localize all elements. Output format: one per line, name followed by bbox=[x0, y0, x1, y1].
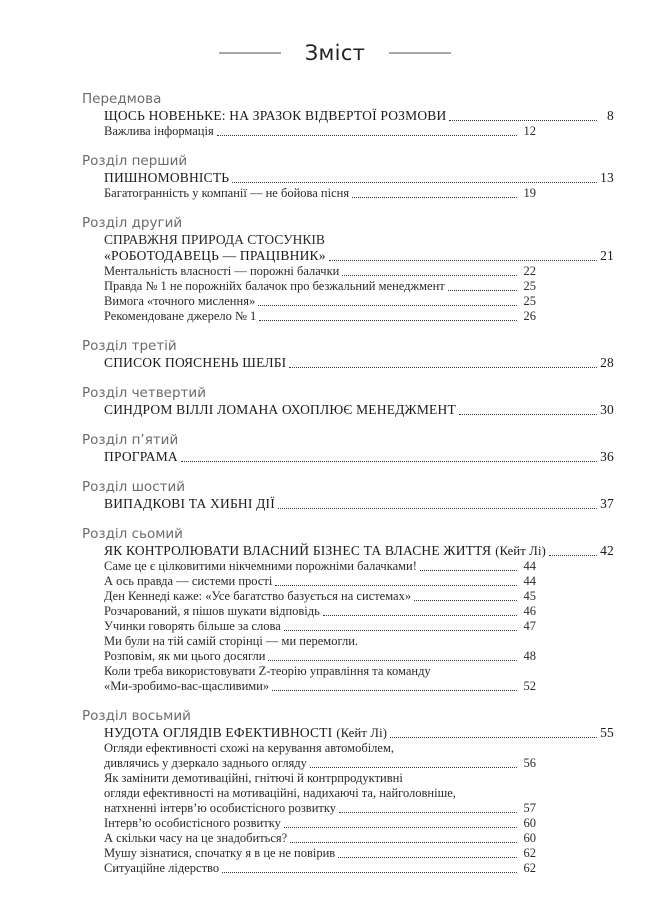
dot-leader bbox=[323, 614, 517, 616]
dot-leader bbox=[284, 629, 517, 631]
toc-chapter-entry[interactable] bbox=[104, 496, 614, 512]
dot-leader bbox=[420, 569, 517, 571]
toc-section bbox=[82, 153, 614, 201]
toc-section bbox=[82, 215, 614, 324]
subentry-title: дивлячись у дзеркало заднього огляду bbox=[104, 756, 307, 770]
page-number: 46 bbox=[523, 604, 536, 618]
subentry-title: Вимога «точного мислення» bbox=[104, 294, 256, 308]
toc-chapter-entry[interactable] bbox=[104, 248, 614, 264]
toc-subentry[interactable] bbox=[104, 294, 536, 309]
toc-subentry[interactable] bbox=[104, 589, 536, 604]
page-number: 22 bbox=[523, 264, 536, 278]
page-number: 47 bbox=[523, 619, 536, 633]
page-number: 25 bbox=[523, 279, 536, 293]
page-number: 30 bbox=[600, 402, 614, 417]
chapter-title: СИНДРОМ ВІЛЛІ ЛОМАНА ОХОПЛЮЄ МЕНЕДЖМЕНТ bbox=[104, 402, 456, 417]
subentry-title: Інтерв’ю особистісного розвитку bbox=[104, 816, 281, 830]
subentry-title: Рекомендоване джерело № 1 bbox=[104, 309, 257, 323]
chapter-author: (Кейт Лі) bbox=[495, 544, 546, 558]
toc-subentry[interactable] bbox=[104, 801, 536, 816]
page-number: 42 bbox=[600, 543, 614, 558]
toc-chapter-entry[interactable] bbox=[104, 355, 614, 371]
toc-subentry[interactable] bbox=[104, 309, 536, 324]
dot-leader bbox=[275, 584, 517, 586]
dot-leader bbox=[217, 134, 517, 136]
chapter-author: (Кейт Лі) bbox=[336, 726, 388, 740]
toc-subentry[interactable] bbox=[104, 831, 536, 846]
page-number: 56 bbox=[523, 756, 536, 770]
page-number: 25 bbox=[523, 294, 536, 308]
page-number: 36 bbox=[600, 449, 614, 464]
toc-section bbox=[82, 385, 614, 418]
subentry-title: Учинки говорять більше за слова bbox=[104, 619, 281, 633]
dot-leader bbox=[339, 811, 517, 813]
subentry-title-line: Коли треба використовувати Z-теорію управління та команду bbox=[104, 664, 431, 678]
section-label: Передмова bbox=[82, 91, 162, 107]
subentry-title: Розповім, як ми цього досягли bbox=[104, 649, 266, 663]
dot-leader bbox=[352, 196, 517, 198]
section-label: Розділ перший bbox=[82, 153, 188, 169]
toc-subentry[interactable] bbox=[104, 264, 536, 279]
page-number: 21 bbox=[600, 248, 614, 263]
toc-subentry[interactable] bbox=[104, 604, 536, 619]
subentry-title: Розчарований, я пішов шукати відповідь bbox=[104, 604, 320, 618]
title-row bbox=[0, 36, 670, 70]
page-number: 13 bbox=[600, 170, 614, 185]
toc-section bbox=[82, 708, 614, 876]
dot-leader bbox=[390, 736, 597, 738]
dot-leader bbox=[259, 319, 517, 321]
chapter-title: ЯК КОНТРОЛЮВАТИ ВЛАСНИЙ БІЗНЕС ТА ВЛАСНЕ ЖИТТЯ bbox=[104, 543, 492, 558]
dot-leader bbox=[272, 689, 517, 691]
dot-leader bbox=[549, 554, 597, 556]
page-number: 60 bbox=[523, 831, 536, 845]
toc-subentry[interactable] bbox=[104, 816, 536, 831]
toc-chapter-entry[interactable] bbox=[104, 543, 614, 559]
dot-leader bbox=[338, 856, 517, 858]
chapter-title: ПИШНОМОВНІСТЬ bbox=[104, 170, 230, 185]
page-number: 12 bbox=[523, 124, 536, 138]
toc-chapter-entry[interactable] bbox=[104, 402, 614, 418]
page-number: 55 bbox=[600, 725, 614, 740]
dot-leader bbox=[232, 181, 597, 183]
chapter-title: ВИПАДКОВІ ТА ХИБНІ ДІЇ bbox=[104, 496, 275, 511]
toc-subentry[interactable] bbox=[104, 861, 536, 876]
dot-leader bbox=[310, 766, 517, 768]
dot-leader bbox=[329, 259, 597, 261]
dot-leader bbox=[414, 599, 517, 601]
toc-subentry[interactable] bbox=[104, 756, 536, 771]
chapter-title: СПИСОК ПОЯСНЕНЬ ШЕЛБІ bbox=[104, 355, 287, 370]
chapter-title: «РОБОТОДАВЕЦЬ — ПРАЦІВНИК» bbox=[104, 248, 326, 263]
subentry-title: Ситуаційне лідерство bbox=[104, 861, 220, 875]
subentry-title: Саме це є цілковитими нікчемними порожніми балачками! bbox=[104, 559, 417, 573]
toc-chapter-entry[interactable] bbox=[104, 108, 614, 124]
dot-leader bbox=[284, 826, 517, 828]
page-number: 26 bbox=[523, 309, 536, 323]
page-number: 62 bbox=[523, 861, 536, 875]
subentry-title-line: Як замінити демотиваційні, гнітючі й контрпродуктивні bbox=[104, 771, 403, 785]
toc-section bbox=[82, 338, 614, 371]
dot-leader bbox=[289, 366, 597, 368]
dot-leader bbox=[449, 119, 597, 121]
toc-subentry[interactable] bbox=[104, 619, 536, 634]
subentry-title: Мушу зізнатися, спочатку я в це не повірив bbox=[104, 846, 336, 860]
page-number: 52 bbox=[523, 679, 536, 693]
page-number: 37 bbox=[600, 496, 614, 511]
page-number: 19 bbox=[523, 186, 536, 200]
dot-leader bbox=[222, 871, 517, 873]
toc-subentry[interactable] bbox=[104, 679, 536, 694]
dot-leader bbox=[181, 460, 597, 462]
page-number: 8 bbox=[607, 108, 614, 123]
chapter-title: ПРОГРАМА bbox=[104, 449, 178, 464]
table-of-contents bbox=[82, 91, 614, 890]
toc-section bbox=[82, 432, 614, 465]
page-number: 62 bbox=[523, 846, 536, 860]
toc-subentry[interactable] bbox=[104, 124, 536, 139]
dot-leader bbox=[459, 413, 597, 415]
toc-subentry[interactable] bbox=[104, 559, 536, 574]
subentry-title: Ментальність власності — порожні балачки bbox=[104, 264, 340, 278]
subentry-title: Ден Кеннеді каже: «Усе багатство базується на системах» bbox=[104, 589, 412, 603]
subentry-title-line: огляди ефективності на мотиваційні, надихаючі та, найголовніше, bbox=[104, 786, 456, 800]
section-label: Розділ четвертий bbox=[82, 385, 206, 401]
section-label: Розділ шостий bbox=[82, 479, 186, 495]
subentry-title-line: Огляди ефективності схожі на керування автомобілем, bbox=[104, 741, 394, 755]
dot-leader bbox=[448, 289, 517, 291]
section-label: Розділ восьмий bbox=[82, 708, 191, 724]
toc-section bbox=[82, 479, 614, 512]
dot-leader bbox=[290, 841, 517, 843]
toc-chapter-entry[interactable] bbox=[104, 725, 614, 741]
title-rule-right bbox=[389, 52, 451, 54]
page-number: 57 bbox=[523, 801, 536, 815]
page-number: 48 bbox=[523, 649, 536, 663]
subentry-title: Важлива інформація bbox=[104, 124, 214, 138]
section-label: Розділ сьомий bbox=[82, 526, 183, 542]
chapter-title: ЩОСЬ НОВЕНЬКЕ: НА ЗРАЗОК ВІДВЕРТОЇ РОЗМОВИ bbox=[104, 108, 447, 123]
dot-leader bbox=[268, 659, 517, 661]
toc-chapter-entry[interactable] bbox=[104, 170, 614, 186]
subentry-title: натхненні інтерв’ю особистісного розвитку bbox=[104, 801, 337, 815]
section-label: Розділ третій bbox=[82, 338, 177, 354]
chapter-title: НУДОТА ОГЛЯДІВ ЕФЕКТИВНОСТІ bbox=[104, 725, 333, 740]
section-label: Розділ другий bbox=[82, 215, 183, 231]
toc-subentry[interactable] bbox=[104, 186, 536, 201]
section-label: Розділ п’ятий bbox=[82, 432, 179, 448]
toc-section bbox=[82, 91, 614, 139]
toc-subentry[interactable] bbox=[104, 846, 536, 861]
toc-chapter-entry[interactable] bbox=[104, 449, 614, 465]
subentry-title: «Ми-зробимо-вас-щасливими» bbox=[104, 679, 270, 693]
page-number: 44 bbox=[523, 574, 536, 588]
toc-section bbox=[82, 526, 614, 694]
title-rule-left bbox=[219, 52, 281, 54]
subentry-title: Правда № 1 не порожнійх балачок про безжальний менеджмент bbox=[104, 279, 445, 293]
page-title: Зміст bbox=[304, 41, 366, 65]
subentry-title: Багатогранність у компанії — не бойова пісня bbox=[104, 186, 350, 200]
page-number: 60 bbox=[523, 816, 536, 830]
chapter-title-line: СПРАВЖНЯ ПРИРОДА СТОСУНКІВ bbox=[104, 232, 325, 247]
subentry-title-line: Ми були на тій самій сторінці — ми перемогли. bbox=[104, 634, 359, 648]
page-number: 44 bbox=[523, 559, 536, 573]
dot-leader bbox=[258, 304, 517, 306]
page-number: 45 bbox=[523, 589, 536, 603]
toc-subentry[interactable] bbox=[104, 649, 536, 664]
toc-subentry[interactable] bbox=[104, 279, 536, 294]
dot-leader bbox=[278, 507, 597, 509]
page-number: 28 bbox=[600, 355, 614, 370]
toc-subentry[interactable] bbox=[104, 574, 536, 589]
subentry-title: А скільки часу на це знадобиться? bbox=[104, 831, 288, 845]
subentry-title: А ось правда — системи прості bbox=[104, 574, 273, 588]
dot-leader bbox=[342, 274, 517, 276]
